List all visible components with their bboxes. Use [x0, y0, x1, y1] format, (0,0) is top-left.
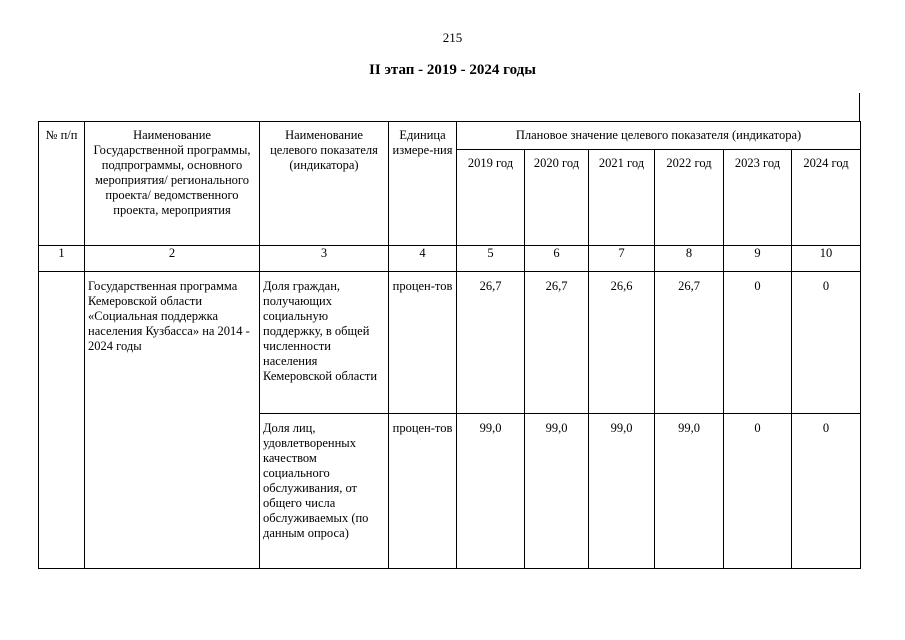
header-year-2021: 2021 год — [589, 150, 655, 246]
value-2019-cell: 99,0 — [457, 414, 525, 569]
value-2022-cell: 99,0 — [655, 414, 724, 569]
header-year-2019: 2019 год — [457, 150, 525, 246]
value-2021-cell: 26,6 — [589, 272, 655, 414]
header-num: № п/п — [39, 122, 85, 246]
value-2020-cell: 99,0 — [525, 414, 589, 569]
column-number: 7 — [589, 246, 655, 272]
column-number: 6 — [525, 246, 589, 272]
value-2024-cell: 0 — [792, 272, 861, 414]
indicator-name-cell: Доля граждан, получающих социальную поддержку, в общей численности населения Кемеровской области — [260, 272, 389, 414]
stage-title: II этап - 2019 - 2024 годы — [369, 62, 536, 78]
row-num-cell — [39, 272, 85, 569]
column-number: 4 — [389, 246, 457, 272]
column-number: 9 — [724, 246, 792, 272]
value-2024-cell: 0 — [792, 414, 861, 569]
value-2020-cell: 26,7 — [525, 272, 589, 414]
unit-cell: процен-тов — [389, 272, 457, 414]
column-number: 8 — [655, 246, 724, 272]
column-number: 3 — [260, 246, 389, 272]
header-unit: Единица измере-ния — [389, 122, 457, 246]
value-2023-cell: 0 — [724, 272, 792, 414]
header-indicator: Наименование целевого показателя (индикатора) — [260, 122, 389, 246]
indicator-name-cell: Доля лиц, удовлетворенных качеством социального обслуживания, от общего числа обслуживаемых (по данным опроса) — [260, 414, 389, 569]
page-number: 215 — [442, 30, 463, 45]
header-planned: Плановое значение целевого показателя (индикатора) — [457, 122, 861, 150]
column-number-row — [39, 246, 861, 272]
value-2022-cell: 26,7 — [655, 272, 724, 414]
header-year-2023: 2023 год — [724, 150, 792, 246]
column-number: 5 — [457, 246, 525, 272]
header-year-2024: 2024 год — [792, 150, 861, 246]
unit-cell: процен-тов — [389, 414, 457, 569]
column-number: 2 — [85, 246, 260, 272]
header-program: Наименование Государственной программы, подпрограммы, основного мероприятия/ регионального проекта/ ведомственного проекта, мероприятия — [85, 122, 260, 246]
table-top-rule — [859, 93, 860, 121]
value-2021-cell: 99,0 — [589, 414, 655, 569]
table-row — [39, 272, 861, 414]
indicators-table — [38, 121, 861, 569]
program-name-cell: Государственная программа Кемеровской области «Социальная поддержка населения Кузбасса» на 2014 - 2024 годы — [85, 272, 260, 569]
value-2023-cell: 0 — [724, 414, 792, 569]
column-number: 1 — [39, 246, 85, 272]
value-2019-cell: 26,7 — [457, 272, 525, 414]
column-number: 10 — [792, 246, 861, 272]
header-year-2020: 2020 год — [525, 150, 589, 246]
header-year-2022: 2022 год — [655, 150, 724, 246]
